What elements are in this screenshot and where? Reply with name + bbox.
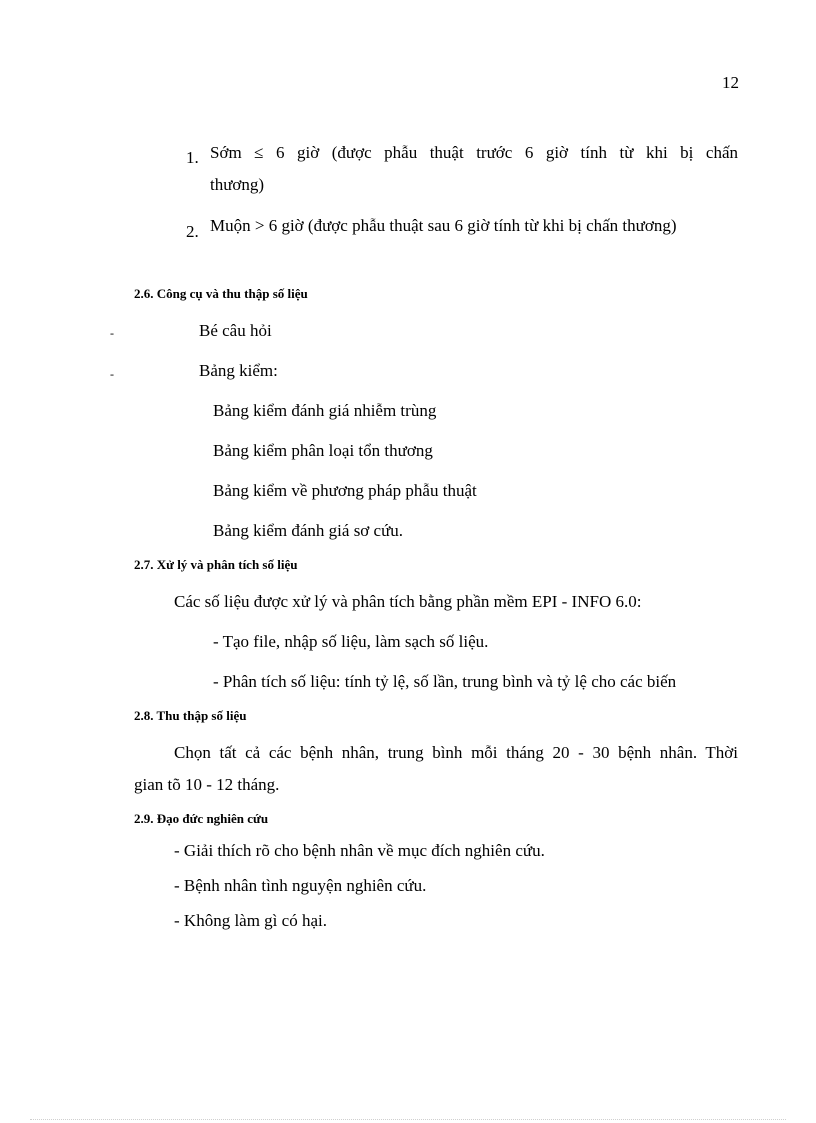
analysis-intro: Các số liệu được xử lý và phân tích bằng phần mềm EPI - INFO 6.0: [174,592,642,611]
list-item-1-line2: thương) [210,175,265,194]
heading-2-6: 2.6. Công cụ và thu thập số liệu [134,286,308,301]
bullet-item-1: Bé câu hỏi [199,321,272,340]
ethics-item-3: - Không làm gì có hại. [174,911,327,930]
bullet-item-2: Bảng kiểm: [199,361,278,380]
heading-2-8: 2.8. Thu thập số liệu [134,708,247,723]
analysis-item-1: - Tạo file, nhập số liệu, làm sạch số liệu. [213,632,489,651]
collection-line-1: Chọn tất cả các bệnh nhân, trung bình mỗi tháng 20 - 30 bệnh nhân. Thời [174,743,738,762]
page-number: 12 [722,73,739,92]
sub-item-surgery: Bảng kiểm về phương pháp phẫu thuật [213,481,477,500]
list-item-2: Muộn > 6 giờ (được phẫu thuật sau 6 giờ tính từ khi bị chấn thương) [210,216,677,235]
sub-item-lesion: Bảng kiểm phân loại tổn thương [213,441,433,460]
heading-2-9: 2.9. Đạo đức nghiên cứu [134,811,269,826]
bullet-marker-2: - [110,367,114,381]
bullet-marker-1: - [110,326,114,340]
ethics-item-1: - Giải thích rõ cho bệnh nhân về mục đích nghiên cứu. [174,841,545,860]
ethics-item-2: - Bệnh nhân tình nguyện nghiên cứu. [174,876,427,895]
list-marker-2: 2. [186,222,199,241]
sub-item-first-aid: Bảng kiểm đánh giá sơ cứu. [213,521,404,540]
sub-item-infection: Bảng kiểm đánh giá nhiễm trùng [213,401,437,420]
heading-2-7: 2.7. Xử lý và phân tích số liệu [134,557,298,572]
list-marker-1: 1. [186,148,199,167]
analysis-item-2: - Phân tích số liệu: tính tỷ lệ, số lần, trung bình và tỷ lệ cho các biến [213,672,677,691]
page-bottom-border [30,1119,786,1120]
collection-line-2: gian tõ 10 - 12 tháng. [134,775,280,794]
list-item-1-line1: Sớm ≤ 6 giờ (được phẫu thuật trước 6 giờ tính từ khi bị chấn [210,143,738,162]
